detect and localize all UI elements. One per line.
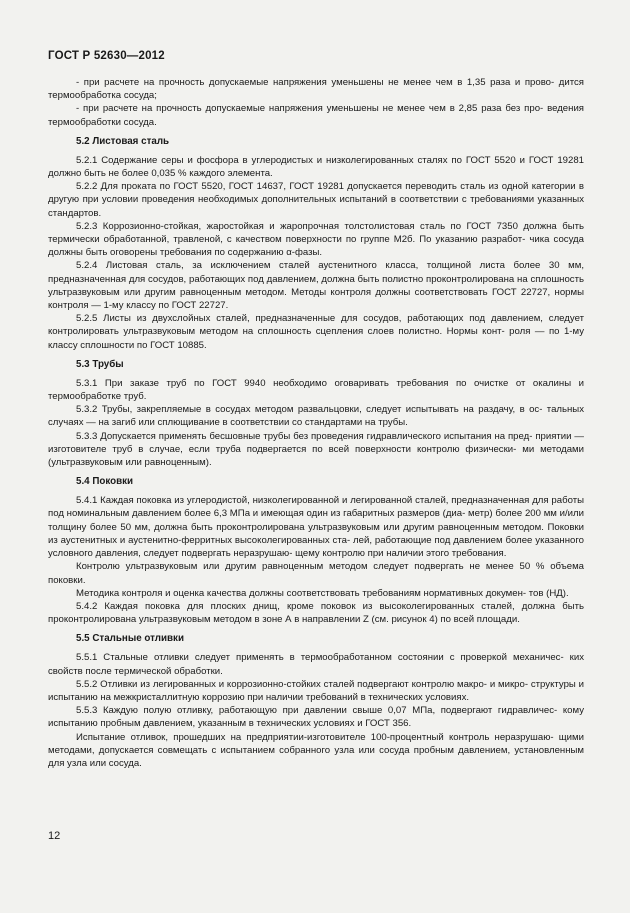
- paragraph: 5.2.5 Листы из двухслойных сталей, предназначенные для сосудов, работающих под давлением, следует контролировать ультразвуковым методом на сплошность сцепления слоев полистно. Нормы конт- роля — по 1-му классу сплошности по ГОСТ 10885.: [48, 313, 584, 351]
- paragraph: Методика контроля и оценка качества должны соответствовать требованиям нормативных докумен- тов (НД).: [76, 587, 569, 599]
- paragraph: 5.5.1 Стальные отливки следует применять в термообработанном состоянии с проверкой механичес- ких свойств после термической обработки.: [48, 652, 584, 677]
- section-heading: 5.3 Трубы: [76, 358, 124, 370]
- paragraph: 5.4.1 Каждая поковка из углеродистой, низколегированной и легированной сталей, предназначенная для работы под номинальным давлением более 6,3 МПа и имеющая один из габаритных размеров (диа- метр) более 200 мм и/или толщину более 50 мм, должна быть проконтролирована ультразвуковым или другим равноценным методом. Поковки из аустенитных и аустенитно-ферритных высоколегированных ста- лей, работающие под давлением более указанного условного давления, следует подвергать неразрушаю- щему контролю при наличии этого требования.: [48, 495, 584, 560]
- paragraph: 5.4.2 Каждая поковка для плоских днищ, кроме поковок из высоколегированных сталей, должна быть проконтролирована ультразвуковым методом в зоне А в направлении Z (см. рисунок 4) по всей площади.: [48, 600, 584, 626]
- paragraph: 5.2.3 Коррозионно-стойкая, жаростойкая и жаропрочная толстолистовая сталь по ГОСТ 7350 должна быть термически обработанной, травленой, с качеством поверхности по группе М2б. По указанию разработ- чика сосуда должны быть оговорены требования по содержанию α-фазы.: [48, 220, 584, 259]
- paragraph: 5.2.2 Для проката по ГОСТ 5520, ГОСТ 14637, ГОСТ 19281 допускается переводить сталь из одной категории в другую при условии проведения необходимых дополнительных испытаний в соответствии с требованиями указанных стандартов.: [48, 181, 584, 219]
- paragraph: 5.3.3 Допускается применять бесшовные трубы без проведения гидравлического испытания на пред- приятии — изготовителе труб в случае, если труба подвергается по всей поверхности контролю физически- ми методами (ультразвуковым или равноценным).: [48, 430, 584, 469]
- paragraph: - при расчете на прочность допускаемые напряжения уменьшены не менее чем в 2,85 раза без про- ведения термообработки сосуда.: [48, 103, 584, 128]
- paragraph: 5.2.4 Листовая сталь, за исключением сталей аустенитного класса, толщиной листа более 30 мм, предназначенная для сосудов, работающих под давлением, должна быть полистно проконтролирована на сплошность ультразвуковым или другим равноценным методом. Методы контроля должны соответствовать ГОСТ 22727, нормы контроля — 1-му классу по ГОСТ 22727.: [48, 260, 584, 312]
- paragraph: Контролю ультразвуковым или другим равноценным методом следует подвергать не менее 50 % объема поковки.: [48, 561, 584, 586]
- paragraph: - при расчете на прочность допускаемые напряжения уменьшены не менее чем в 1,35 раза и прово- дится термообработка сосуда;: [48, 77, 584, 102]
- section-heading: 5.5 Стальные отливки: [76, 633, 184, 645]
- page-number: 12: [48, 830, 61, 842]
- paragraph: 5.2.1 Содержание серы и фосфора в углеродистых и низколегированных сталях по ГОСТ 5520 и ГОСТ 19281 должно быть не более 0,035 % каждого элемента.: [48, 154, 584, 180]
- document-body: [48, 76, 584, 770]
- paragraph: Испытание отливок, прошедших на предприятии-изготовителе 100-процентный контроль неразрушаю- щими методами, допускается совмещать с испытанием собранного узла или сосуда пробным давлением, установленным для узла или сосуда.: [48, 731, 584, 769]
- paragraph: 5.5.2 Отливки из легированных и коррозионно-стойких сталей подвергают контролю макро- и микро- структуры и испытанию на межкристаллитную коррозию при наличии требований в технических условиях.: [48, 678, 584, 703]
- paragraph: 5.5.3 Каждую полую отливку, работающую при давлении свыше 0,07 МПа, подвергают гидравличес- кому испытанию пробным давлением, указанным в технических условиях и ГОСТ 356.: [48, 705, 584, 730]
- section-heading: 5.2 Листовая сталь: [76, 135, 170, 147]
- paragraph: 5.3.1 При заказе труб по ГОСТ 9940 необходимо оговаривать требования по очистке от окалины и термообработке труб.: [48, 377, 584, 403]
- section-heading: 5.4 Поковки: [76, 476, 134, 488]
- paragraph: 5.3.2 Трубы, закрепляемые в сосудах методом развальцовки, следует испытывать на раздачу, в ос- тальных случаях — на загиб или сплющивание в соответствии со стандартами на трубы.: [48, 404, 584, 429]
- document-header: ГОСТ Р 52630—2012: [48, 50, 165, 62]
